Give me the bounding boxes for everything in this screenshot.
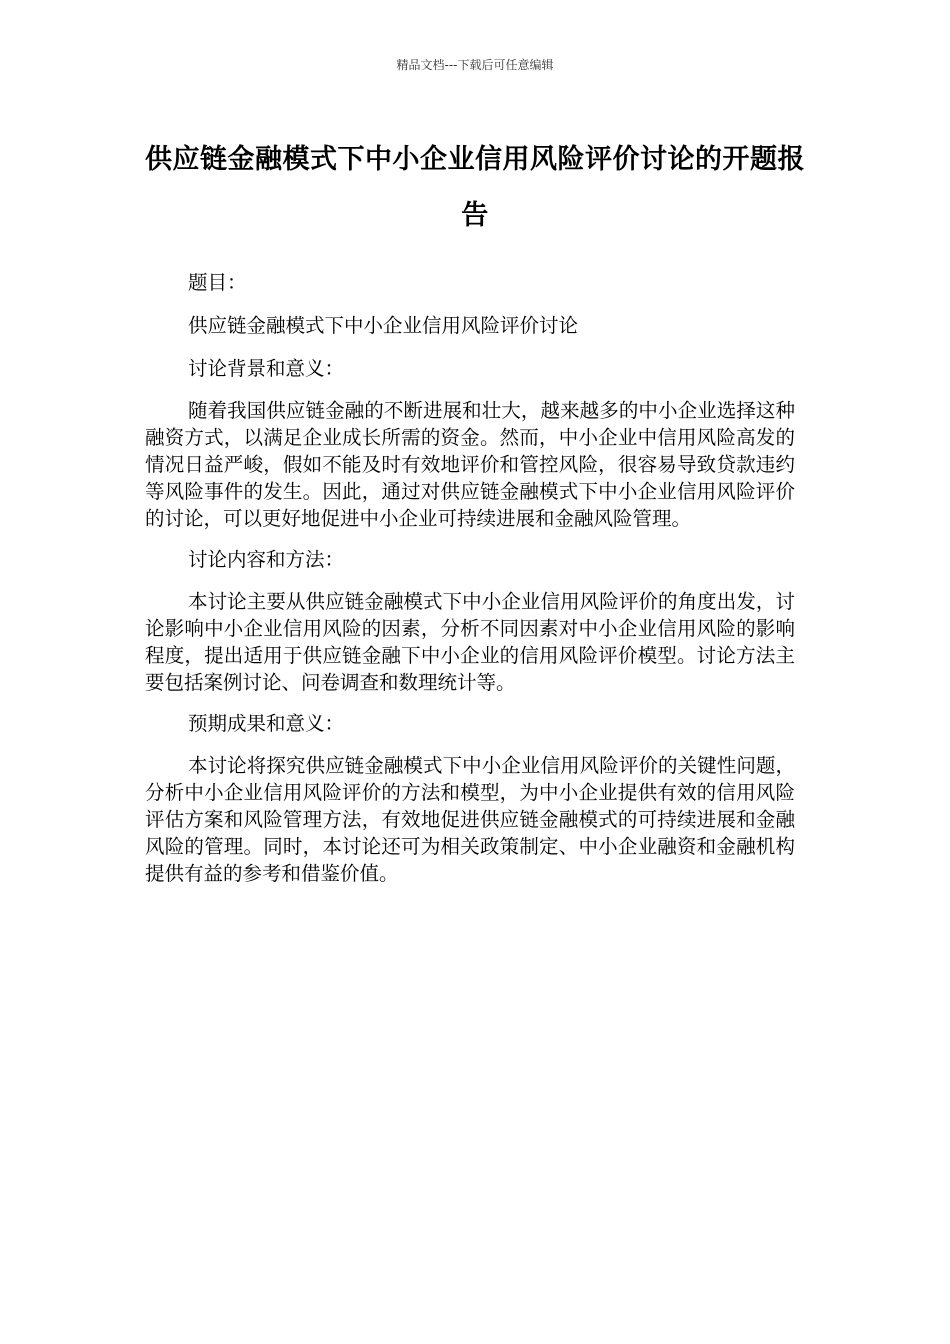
topic-text: 供应链金融模式下中小企业信用风险评价讨论 [188, 314, 579, 337]
background-paragraph: 随着我国供应链金融的不断进展和壮大，越来越多的中小企业选择这种融资方式，以满足企业成长所需的资金。然而，中小企业中信用风险高发的情况日益严峻，假如不能及时有效地评价和管控风险，很容易导致贷款违约等风险事件的发生。因此，通过对供应链金融模式下中小企业信用风险评价的讨论，可以更好地促进中小企业可持续进展和金融风险管理。 [145, 399, 795, 530]
content-methods-paragraph: 本讨论主要从供应链金融模式下中小企业信用风险评价的角度出发，讨论影响中小企业信用风险的因素，分析不同因素对中小企业信用风险的影响程度，提出适用于供应链金融下中小企业的信用风险评价模型。讨论方法主要包括案例讨论、问卷调查和数理统计等。 [145, 590, 795, 694]
topic-label: 题目： [188, 271, 247, 294]
content-methods-heading: 讨论内容和方法： [188, 548, 345, 571]
expected-results-paragraph: 本讨论将探究供应链金融模式下中小企业信用风险评价的关键性问题，分析中小企业信用风险评价的方法和模型，为中小企业提供有效的信用风险评估方案和风险管理方法，有效地促进供应链金融模式的可持续进展和金融风险的管理。同时，本讨论还可为相关政策制定、中小企业融资和金融机构提供有益的参考和借鉴价值。 [145, 754, 795, 885]
expected-results-heading: 预期成果和意义： [188, 712, 345, 735]
page-header: 精品文档---下载后可任意编辑 [396, 58, 554, 72]
document-title: 供应链金融模式下中小企业信用风险评价讨论的开题报告 [145, 144, 805, 231]
background-heading: 讨论背景和意义： [188, 357, 345, 380]
document-body [145, 268, 795, 900]
